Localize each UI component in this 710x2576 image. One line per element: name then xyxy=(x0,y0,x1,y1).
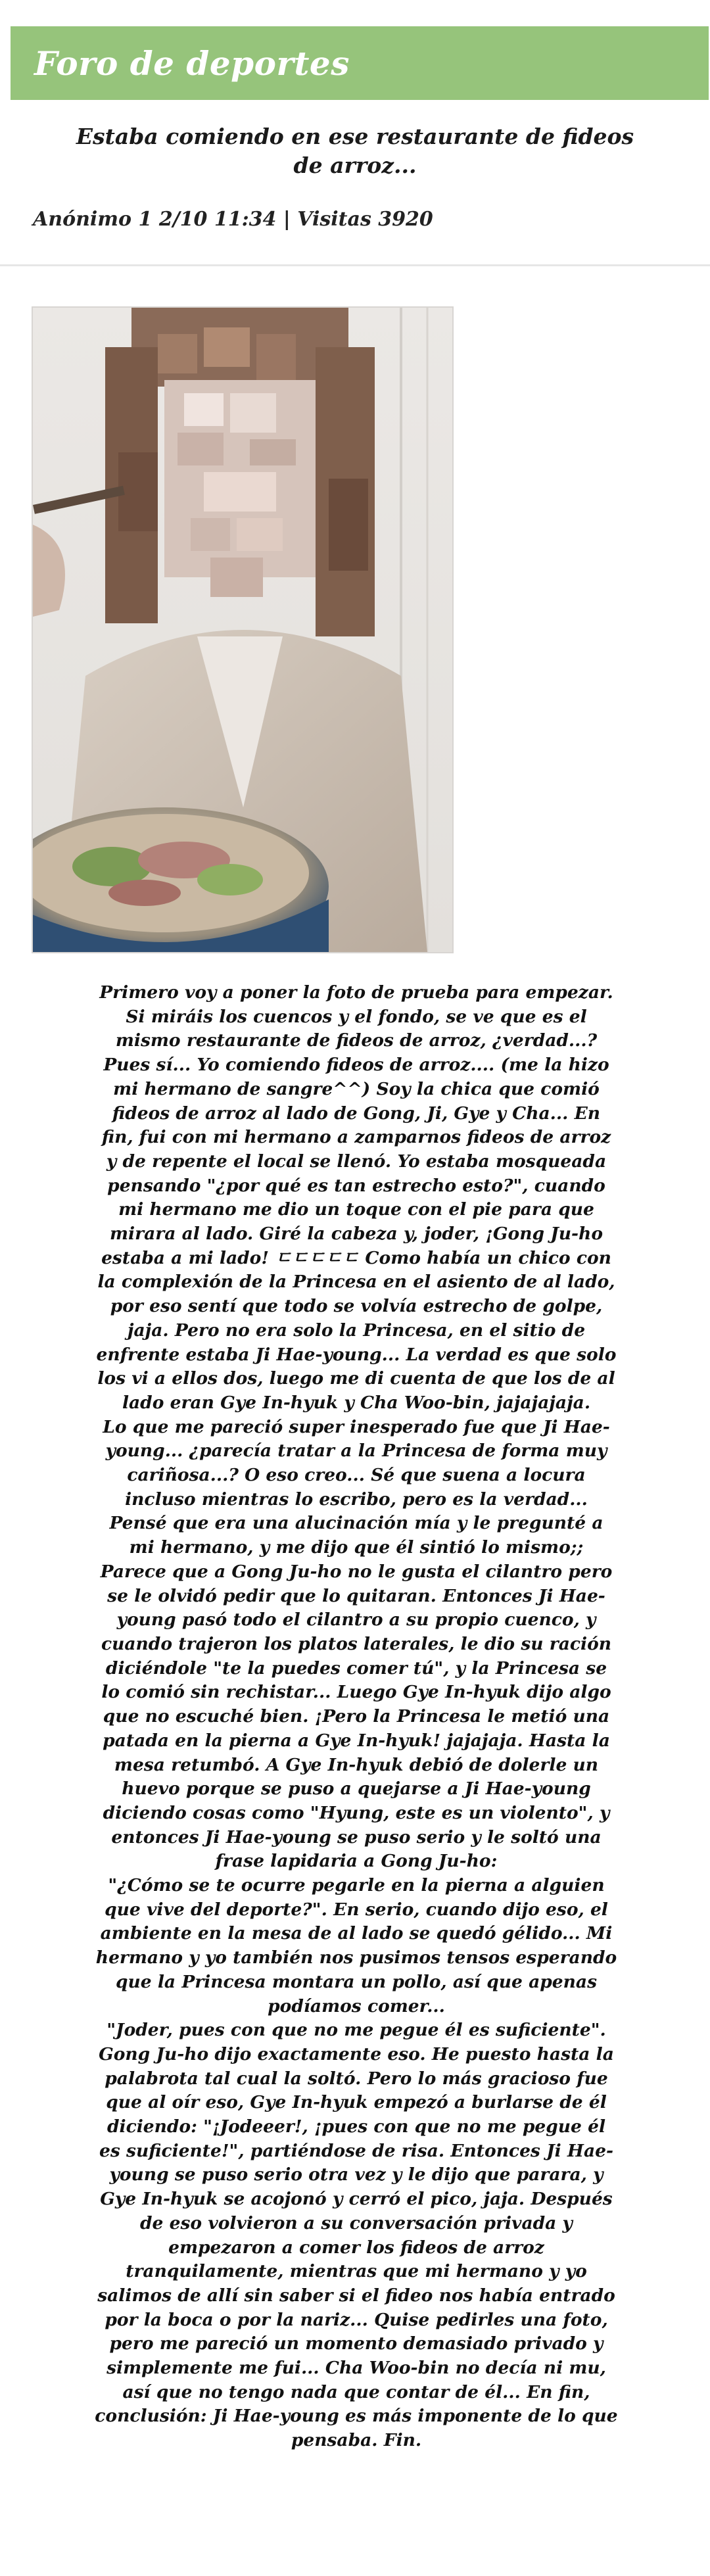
post-paragraph: Lo que me pareció super inesperado fue que Ji Hae-young... ¿parecía tratar a la Princesa de forma muy cariñosa...? O eso creo... Sé que suena a locura incluso mientras lo escribo, pero es la verdad... Pensé que era una alucinación mía y le pregunté a mi hermano, y me dijo que él sintió lo mismo;; Parece que a Gong Ju-ho no le gusta el cilantro pero se le olvidó pedir que lo quitaran. Entonces Ji Hae-young pasó todo el cilantro a su propio cuenco, y cuando trajeron los platos laterales, le dio su ración diciéndole "te la puedes comer tú", y la Princesa se lo comió sin rechistar... Luego Gye In-hyuk dijo algo que no escuché bien. ¡Pero la Princesa le metió una patada en la pierna a Gye In-hyuk! jajajaja. Hasta la mesa retumbó. A Gye In-hyuk debió de dolerle un huevo porque se puso a quejarse a Ji Hae-young diciendo cosas como "Hyung, este es un violento", y entonces Ji Hae-young se puso serio y le soltó una frase lapidaria a Gong Ju-ho: xyxy=(100,1416,613,1872)
post-photo[interactable] xyxy=(32,306,454,953)
post-paragraph: "¿Cómo se te ocurre pegarle en la pierna a alguien que vive del deporte?". En serio, cuando dijo eso, el ambiente en la mesa de al lado se quedó gélido... Mi hermano y yo también nos pusimos tensos esperando que la Princesa montara un pollo, así que apenas podíamos comer... xyxy=(95,1875,617,2016)
post-paragraph: Primero voy a poner la foto de prueba para empezar. Si miráis los cuencos y el fondo, se ve que es el mismo restaurante de fideos de arroz, ¿verdad...? Pues sí... Yo comiendo fideos de arroz.... (me la hizo mi hermano de sangre^^) Soy la chica que comió fideos de arroz al lado de Gong, Ji, Gye y Cha... En fin, fui con mi hermano a zamparnos fideos de arroz y de repente el local se llenó. Yo estaba mosqueada pensando "¿por qué es tan estrecho esto?", cuando mi hermano me dio un toque con el pie para que mirara al lado. Giré la cabeza y, joder, ¡Gong Ju-ho estaba a mi lado! ㄷㄷㄷㄷㄷ Como había un chico con la complexión de la Princesa en el asiento de al lado, por eso sentí que todo se volvía estrecho de golpe, jaja. Pero no era solo la Princesa, en el sitio de enfrente estaba Ji Hae-young... La verdad es que solo los vi a ellos dos, luego me di cuenta de que los de al lado eran Gye In-hyuk y Cha Woo-bin, jajajajaja. xyxy=(96,982,617,1413)
divider xyxy=(0,264,710,266)
post-paragraph: "Joder, pues con que no me pegue él es suficiente". Gong Ju-ho dijo exactamente eso. He puesto hasta la palabrota tal cual la soltó. Pero lo más gracioso fue que al oír eso, Gye In-hyuk empezó a burlarse de él diciendo: "¡Jodeeer!, ¡pues con que no me pegue él es suficiente!", partiéndose de risa. Entonces Ji Hae-young se puso serio otra vez y le dijo que parara, y Gye In-hyuk se acojonó y cerró el pico, jaja. Después de eso volvieron a su conversación privada y empezaron a comer los fideos de arroz tranquilamente, mientras que mi hermano y yo salimos de allí sin saber si el fideo nos había entrado por la boca o por la nariz... Quise pedirles una foto, pero me pareció un momento demasiado privado y simplemente me fui... Cha Woo-bin no decía ni mu, así que no tengo nada que contar de él... En fin, conclusión: Ji Hae-young es más imponente de lo que pensaba. Fin. xyxy=(95,2020,618,2451)
post-meta: Anónimo 1 2/10 11:34 | Visitas 3920 xyxy=(33,208,433,231)
post-body xyxy=(95,981,618,2453)
forum-header xyxy=(11,26,709,100)
blurred-person-photo-icon xyxy=(33,308,452,952)
post-title: Estaba comiendo en ese restaurante de fideos de arroz... xyxy=(76,124,634,178)
forum-title[interactable]: Foro de deportes xyxy=(34,43,350,83)
